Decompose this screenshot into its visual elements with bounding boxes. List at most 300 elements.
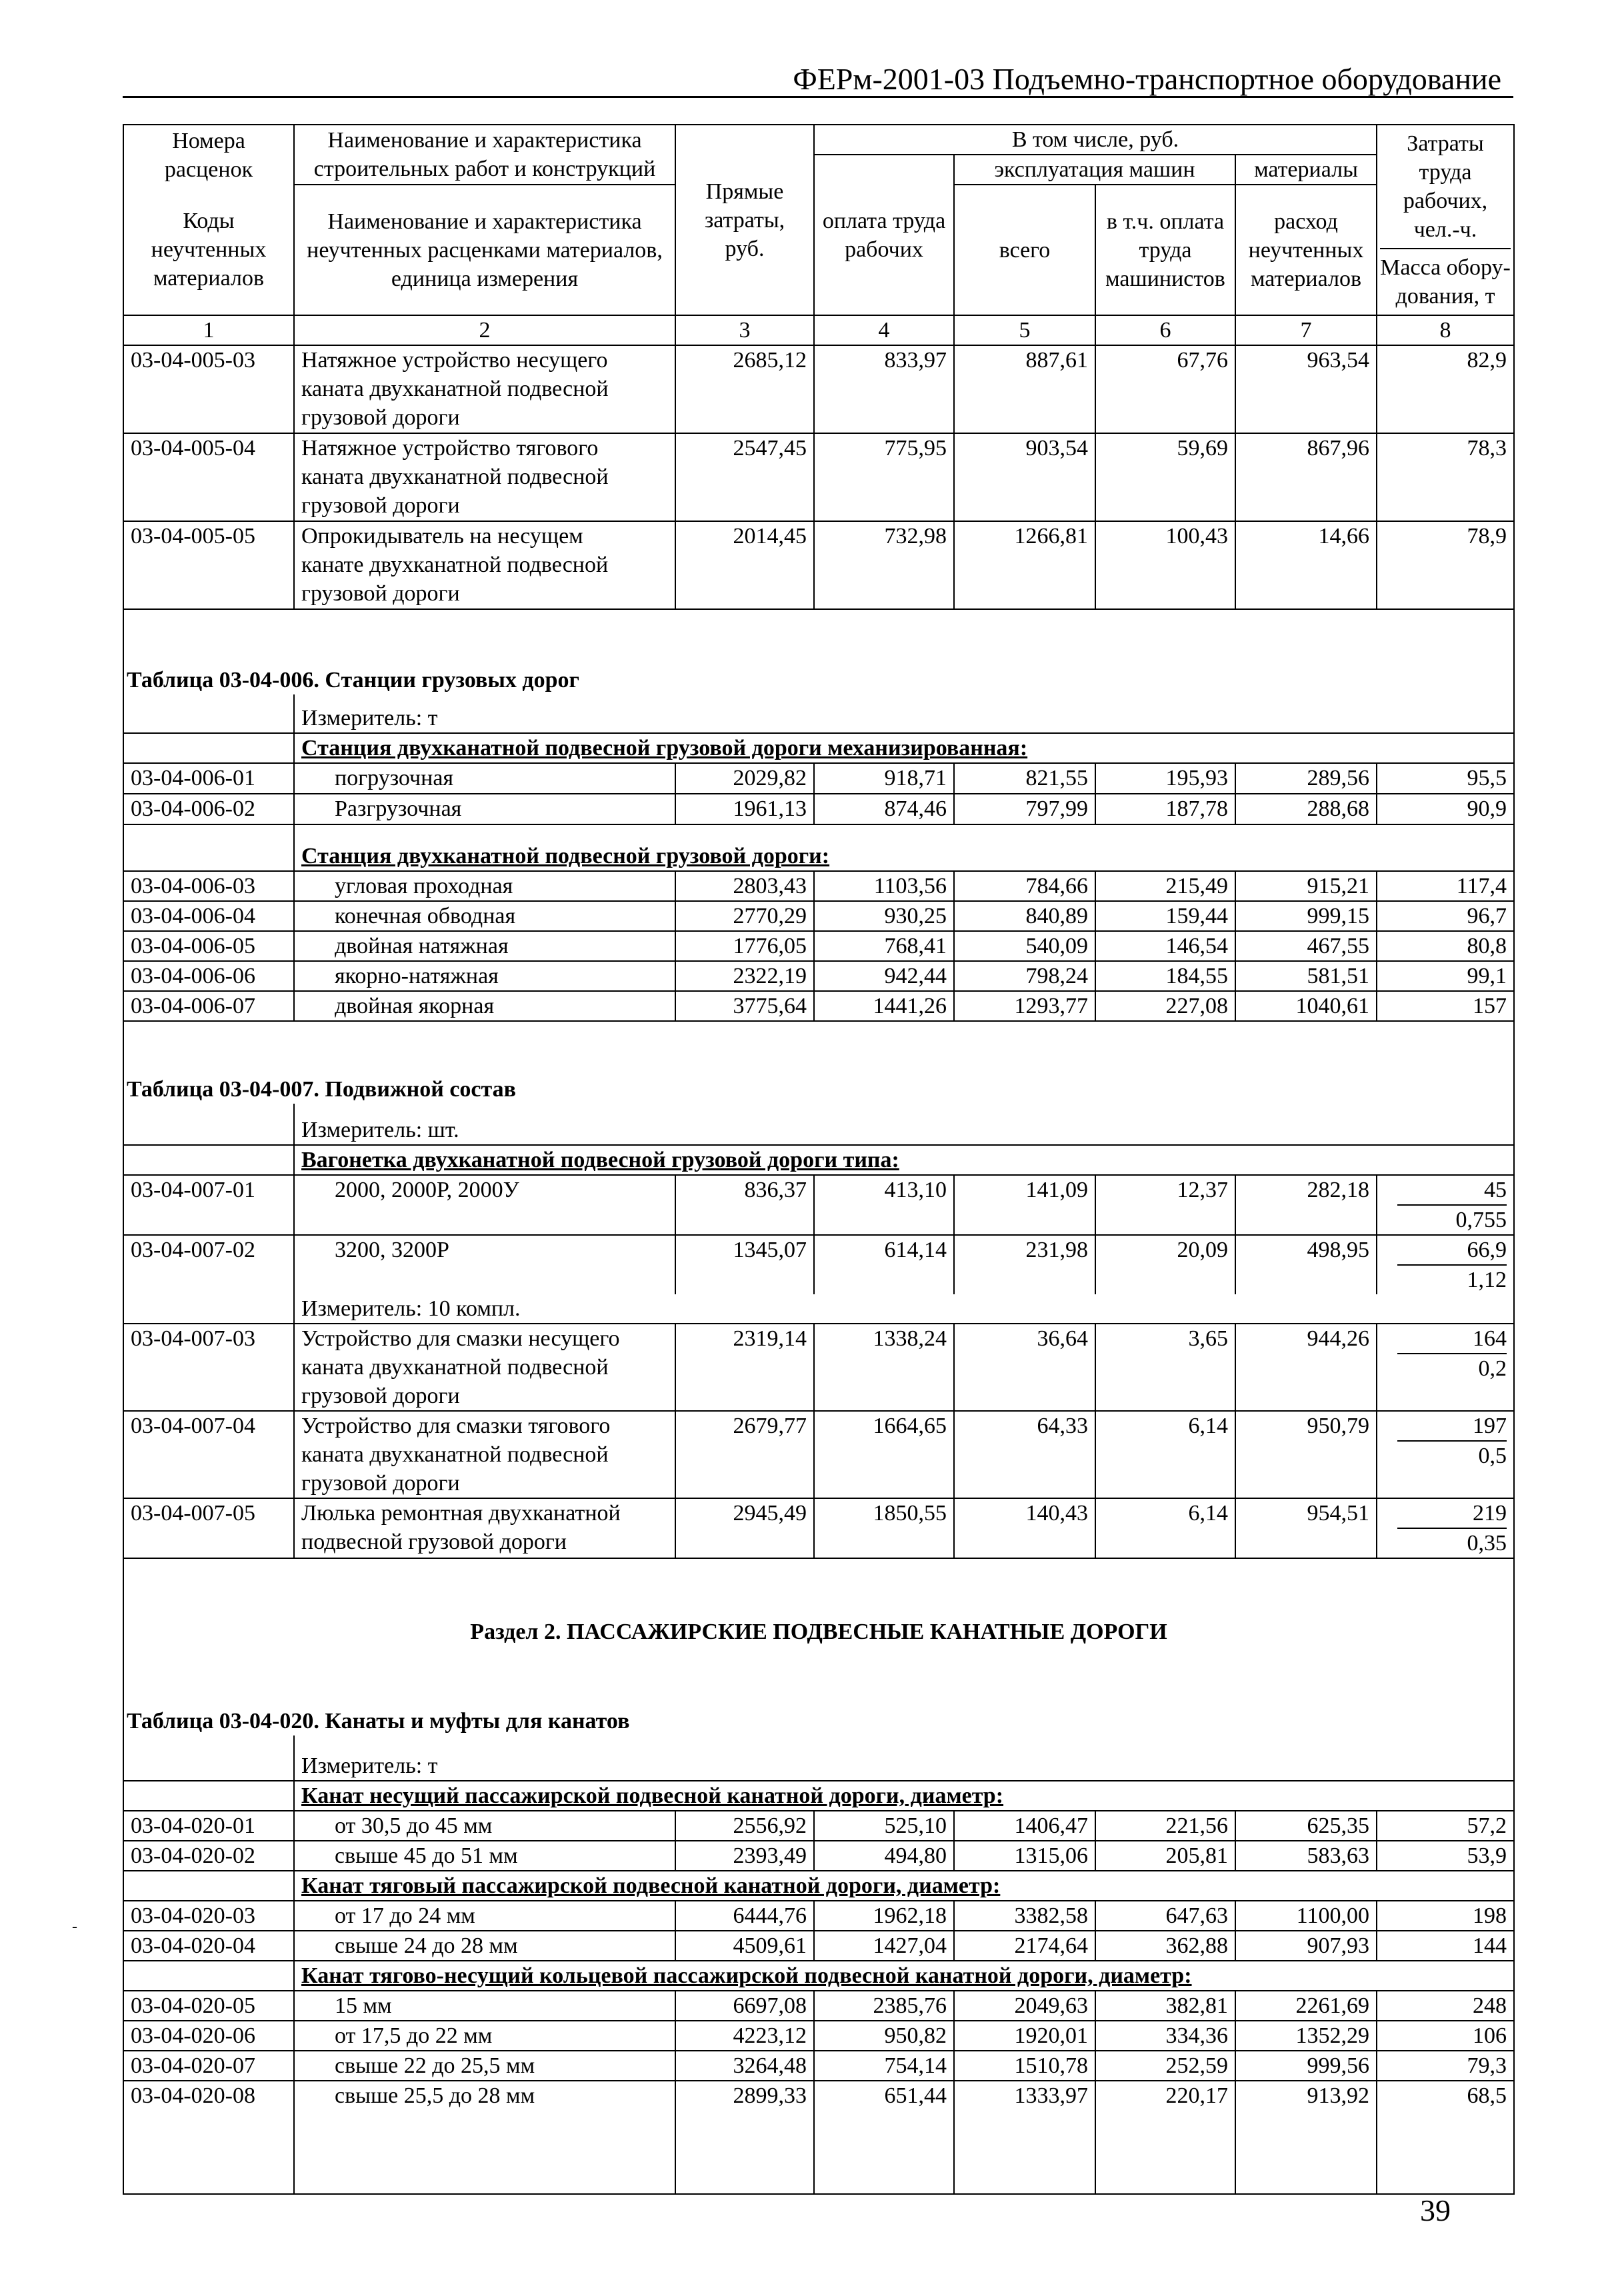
work-name-line: грузовой дороги [301, 493, 460, 518]
direct-cost: 2803,43 [675, 871, 814, 901]
work-name-line: Натяжное устройство тягового [301, 436, 599, 461]
labor-hours: 198 [1377, 1901, 1514, 1931]
table-row [123, 1901, 1514, 1931]
labor-hours: 78,9 [1377, 521, 1514, 609]
labor-pay: 1664,65 [814, 1411, 954, 1498]
labor-mass-fraction [1377, 1175, 1514, 1235]
materials-header: материалы [1235, 155, 1377, 185]
machines-total: 1333,97 [954, 2081, 1095, 2194]
machines-total: 1510,78 [954, 2051, 1095, 2081]
column-number: 1 [123, 315, 294, 345]
table-row [123, 931, 1514, 961]
materials-cost: 288,68 [1235, 794, 1377, 824]
rate-code: 03-04-007-05 [123, 1498, 294, 1558]
machinist-pay: 100,43 [1095, 521, 1235, 609]
labor-mass-fraction [1377, 1411, 1514, 1498]
direct-cost: 2770,29 [675, 901, 814, 931]
table-row [123, 763, 1514, 794]
machinist-pay: 12,37 [1095, 1175, 1235, 1235]
direct-cost: 2014,45 [675, 521, 814, 609]
work-name: 2000, 2000Р, 2000У [294, 1175, 675, 1235]
materials-cost: 282,18 [1235, 1175, 1377, 1235]
labor-pay: 754,14 [814, 2051, 954, 2081]
labor-hours: 99,1 [1377, 961, 1514, 991]
machines-total: 36,64 [954, 1324, 1095, 1411]
col3-header: Прямые затраты, руб. [675, 125, 814, 315]
direct-cost: 2899,33 [675, 2081, 814, 2194]
table-row [123, 345, 1514, 433]
measure-row [123, 1735, 1514, 1781]
work-name [294, 1411, 675, 1498]
spacer [123, 1961, 294, 1991]
labor-pay: 494,80 [814, 1841, 954, 1871]
work-name: от 17 до 24 мм [294, 1901, 675, 1931]
materials-cost: 913,92 [1235, 2081, 1377, 2194]
work-name-line: Опрокидыватель на несущем [301, 524, 583, 549]
labor-mass-fraction [1377, 1235, 1514, 1294]
table-row [123, 871, 1514, 901]
labor-hours: 95,5 [1377, 763, 1514, 794]
rate-code: 03-04-020-02 [123, 1841, 294, 1871]
materials-cost: 581,51 [1235, 961, 1377, 991]
table-row [123, 1411, 1514, 1498]
measure-unit: Измеритель: т [294, 1735, 1514, 1781]
subheader: Станция двухканатной подвесной грузовой дороги механизированная: [294, 733, 1514, 763]
direct-cost: 4509,61 [675, 1931, 814, 1961]
subheader-row [123, 1145, 1514, 1175]
work-name: угловая проходная [294, 871, 675, 901]
column-number: 8 [1377, 315, 1514, 345]
rate-code: 03-04-006-04 [123, 901, 294, 931]
materials-cost: 907,93 [1235, 1931, 1377, 1961]
work-name: от 17,5 до 22 мм [294, 2021, 675, 2051]
work-name-line: подвесной грузовой дороги [301, 1530, 567, 1554]
labor-pay: 1850,55 [814, 1498, 954, 1558]
spacer [123, 1871, 294, 1901]
subheader: Станция двухканатной подвесной грузовой дороги: [294, 824, 1514, 871]
work-name: конечная обводная [294, 901, 675, 931]
direct-cost: 2029,82 [675, 763, 814, 794]
subheader-row [123, 824, 1514, 871]
work-name: погрузочная [294, 763, 675, 794]
measure-unit: Измеритель: шт. [294, 1104, 1514, 1145]
machines-total: 1266,81 [954, 521, 1095, 609]
machines-total: 1406,47 [954, 1811, 1095, 1841]
table-row [123, 1931, 1514, 1961]
materials-cost: 14,66 [1235, 521, 1377, 609]
machines-total: 784,66 [954, 871, 1095, 901]
stray-mark: - [72, 1918, 77, 1935]
machinist-pay: 215,49 [1095, 871, 1235, 901]
col7-header: расход неучтенных материалов [1235, 185, 1377, 315]
work-name [294, 1498, 675, 1558]
table-title-row [123, 1646, 1514, 1735]
work-name: от 30,5 до 45 мм [294, 1811, 675, 1841]
materials-cost: 583,63 [1235, 1841, 1377, 1871]
machines-total: 1315,06 [954, 1841, 1095, 1871]
machines-total: 840,89 [954, 901, 1095, 931]
column-number: 7 [1235, 315, 1377, 345]
rate-code: 03-04-007-04 [123, 1411, 294, 1498]
rate-code: 03-04-020-04 [123, 1931, 294, 1961]
rate-code: 03-04-006-06 [123, 961, 294, 991]
work-name-line: грузовой дороги [301, 1471, 460, 1496]
spacer [123, 1735, 294, 1781]
machinist-pay: 334,36 [1095, 2021, 1235, 2051]
table-row [123, 433, 1514, 521]
rate-code: 03-04-020-07 [123, 2051, 294, 2081]
table-row [123, 2051, 1514, 2081]
machines-total: 1293,77 [954, 991, 1095, 1021]
spacer [123, 1104, 294, 1145]
col5-header: всего [954, 185, 1095, 315]
labor-hours: 82,9 [1377, 345, 1514, 433]
table-header-row [123, 125, 1514, 155]
rate-code: 03-04-006-02 [123, 794, 294, 824]
materials-cost: 498,95 [1235, 1235, 1377, 1294]
subheader-row [123, 1871, 1514, 1901]
rate-code: 03-04-006-01 [123, 763, 294, 794]
materials-cost: 625,35 [1235, 1811, 1377, 1841]
equipment-mass: 0,2 [1478, 1356, 1507, 1381]
machinist-pay: 159,44 [1095, 901, 1235, 931]
spacer [123, 824, 294, 871]
measure-row [123, 1104, 1514, 1145]
subheader: Канат тягово-несущий кольцевой пассажирской подвесной канатной дороги, диаметр: [294, 1961, 1514, 1991]
machinist-pay: 67,76 [1095, 345, 1235, 433]
labor-hours: 79,3 [1377, 2051, 1514, 2081]
subheader-row [123, 1961, 1514, 1991]
labor-pay: 874,46 [814, 794, 954, 824]
table-title-row [123, 609, 1514, 694]
labor-hours: 157 [1377, 991, 1514, 1021]
machines-header: эксплуатация машин [954, 155, 1235, 185]
labor-mass-fraction [1377, 1498, 1514, 1558]
labor-hours: 96,7 [1377, 901, 1514, 931]
materials-cost: 2261,69 [1235, 1991, 1377, 2021]
labor-pay: 614,14 [814, 1235, 954, 1294]
materials-cost: 999,56 [1235, 2051, 1377, 2081]
machines-total: 141,09 [954, 1175, 1095, 1235]
labor-hours: 80,8 [1377, 931, 1514, 961]
work-name: двойная якорная [294, 991, 675, 1021]
work-name [294, 1324, 675, 1411]
labor-pay: 2385,76 [814, 1991, 954, 2021]
labor-pay: 651,44 [814, 2081, 954, 2194]
materials-cost: 963,54 [1235, 345, 1377, 433]
machines-total: 140,43 [954, 1498, 1095, 1558]
labor-hours: 144 [1377, 1931, 1514, 1961]
machines-total: 821,55 [954, 763, 1095, 794]
direct-cost: 2547,45 [675, 433, 814, 521]
machines-total: 64,33 [954, 1411, 1095, 1498]
machinist-pay: 146,54 [1095, 931, 1235, 961]
table-row [123, 901, 1514, 931]
work-name [294, 433, 675, 521]
rate-code: 03-04-005-03 [123, 345, 294, 433]
labor-hours: 117,4 [1377, 871, 1514, 901]
spacer [123, 1294, 294, 1324]
direct-cost: 2679,77 [675, 1411, 814, 1498]
machinist-pay: 362,88 [1095, 1931, 1235, 1961]
header-rule [123, 96, 1513, 98]
col8-header-bottom: Масса обору-дования, т [1380, 255, 1511, 309]
labor-hours: 57,2 [1377, 1811, 1514, 1841]
work-name: 15 мм [294, 1991, 675, 2021]
table-title: Таблица 03-04-007. Подвижной состав [123, 1021, 1514, 1104]
section-title-row [123, 1558, 1514, 1646]
work-name-line: канате двухканатной подвесной [301, 553, 609, 577]
machines-total: 798,24 [954, 961, 1095, 991]
col8-header [1377, 125, 1514, 315]
direct-cost: 3264,48 [675, 2051, 814, 2081]
machines-total: 231,98 [954, 1235, 1095, 1294]
work-name: Разгрузочная [294, 794, 675, 824]
labor-hours: 66,9 [1397, 1236, 1507, 1266]
column-number: 3 [675, 315, 814, 345]
spacer [123, 1145, 294, 1175]
spacer [123, 733, 294, 763]
labor-pay: 833,97 [814, 345, 954, 433]
rate-code: 03-04-020-06 [123, 2021, 294, 2051]
labor-hours: 106 [1377, 2021, 1514, 2051]
equipment-mass: 0,5 [1478, 1444, 1507, 1468]
equipment-mass: 1,12 [1467, 1268, 1507, 1292]
direct-cost: 836,37 [675, 1175, 814, 1235]
machines-total: 540,09 [954, 931, 1095, 961]
machines-total: 887,61 [954, 345, 1095, 433]
work-name-line: Устройство для смазки тягового [301, 1414, 611, 1438]
direct-cost: 2556,92 [675, 1811, 814, 1841]
direct-cost: 2319,14 [675, 1324, 814, 1411]
column-number: 5 [954, 315, 1095, 345]
measure-unit: Измеритель: т [294, 694, 1514, 733]
subheader: Канат несущий пассажирской подвесной канатной дороги, диаметр: [294, 1781, 1514, 1811]
work-name [294, 521, 675, 609]
table-row [123, 1841, 1514, 1871]
table-row [123, 1235, 1514, 1294]
work-name: свыше 24 до 28 мм [294, 1931, 675, 1961]
work-name-line: каната двухканатной подвесной [301, 377, 609, 401]
labor-hours: 248 [1377, 1991, 1514, 2021]
materials-cost: 467,55 [1235, 931, 1377, 961]
labor-hours: 219 [1397, 1499, 1507, 1529]
labor-pay: 942,44 [814, 961, 954, 991]
materials-cost: 289,56 [1235, 763, 1377, 794]
labor-pay: 768,41 [814, 931, 954, 961]
machinist-pay: 59,69 [1095, 433, 1235, 521]
materials-cost: 915,21 [1235, 871, 1377, 901]
work-name-line: Натяжное устройство несущего [301, 348, 608, 373]
labor-hours: 68,5 [1377, 2081, 1514, 2194]
col4-header: оплата труда рабочих [814, 155, 954, 315]
column-number: 4 [814, 315, 954, 345]
measure-unit [294, 1294, 1514, 1324]
work-name-line: Люлька ремонтная двухканатной [301, 1501, 621, 1526]
col2-header-bottom: Наименование и характеристика неучтенных расценками материалов, единица измерения [294, 185, 675, 315]
table-row [123, 794, 1514, 824]
work-name-line: каната двухканатной подвесной [301, 1355, 609, 1380]
table-title: Таблица 03-04-020. Канаты и муфты для канатов [123, 1646, 1514, 1735]
machines-total: 3382,58 [954, 1901, 1095, 1931]
labor-hours: 78,3 [1377, 433, 1514, 521]
work-name: свыше 45 до 51 мм [294, 1841, 675, 1871]
measure-row [123, 694, 1514, 733]
col8-header-top: Затраты труда рабочих, чел.-ч. [1380, 129, 1511, 249]
direct-cost: 2945,49 [675, 1498, 814, 1558]
materials-cost: 954,51 [1235, 1498, 1377, 1558]
labor-pay: 732,98 [814, 521, 954, 609]
machinist-pay: 184,55 [1095, 961, 1235, 991]
machinist-pay: 252,59 [1095, 2051, 1235, 2081]
rate-code: 03-04-020-01 [123, 1811, 294, 1841]
col1-header-top: Номера расценок [123, 125, 294, 185]
direct-cost: 2393,49 [675, 1841, 814, 1871]
table-row [123, 2081, 1514, 2194]
work-name: свыше 22 до 25,5 мм [294, 2051, 675, 2081]
labor-pay: 930,25 [814, 901, 954, 931]
rate-code: 03-04-007-03 [123, 1324, 294, 1411]
work-name: свыше 25,5 до 28 мм [294, 2081, 675, 2194]
machines-total: 797,99 [954, 794, 1095, 824]
col1-header-bottom: Коды неучтенных материалов [123, 185, 294, 315]
rate-code: 03-04-005-04 [123, 433, 294, 521]
labor-pay: 1338,24 [814, 1324, 954, 1411]
machinist-pay: 647,63 [1095, 1901, 1235, 1931]
page-number: 39 [1420, 2193, 1451, 2227]
direct-cost: 6444,76 [675, 1901, 814, 1931]
subheader-row [123, 1781, 1514, 1811]
materials-cost: 1040,61 [1235, 991, 1377, 1021]
running-header: ФЕРм-2001-03 Подъемно-транспортное оборудование [793, 62, 1501, 96]
spacer [123, 694, 294, 733]
spacer [123, 1781, 294, 1811]
materials-cost: 1100,00 [1235, 1901, 1377, 1931]
machinist-pay: 227,08 [1095, 991, 1235, 1021]
work-name: 3200, 3200Р [294, 1235, 675, 1294]
table-row [123, 961, 1514, 991]
rate-code: 03-04-005-05 [123, 521, 294, 609]
materials-cost: 944,26 [1235, 1324, 1377, 1411]
labor-hours: 90,9 [1377, 794, 1514, 824]
labor-mass-fraction [1377, 1324, 1514, 1411]
machines-total: 2174,64 [954, 1931, 1095, 1961]
rate-code: 03-04-007-02 [123, 1235, 294, 1294]
table-row [123, 1175, 1514, 1235]
subheader-row [123, 733, 1514, 763]
direct-cost: 3775,64 [675, 991, 814, 1021]
table-row [123, 2021, 1514, 2051]
work-name-line: каната двухканатной подвесной [301, 465, 609, 489]
labor-pay: 1962,18 [814, 1901, 954, 1931]
rate-code: 03-04-006-05 [123, 931, 294, 961]
direct-cost: 1345,07 [675, 1235, 814, 1294]
labor-pay: 1103,56 [814, 871, 954, 901]
labor-pay: 775,95 [814, 433, 954, 521]
work-name-line: грузовой дороги [301, 405, 460, 430]
machinist-pay: 6,14 [1095, 1498, 1235, 1558]
col2-header-top: Наименование и характеристика строительных работ и конструкций [294, 125, 675, 185]
machinist-pay: 205,81 [1095, 1841, 1235, 1871]
rate-code: 03-04-020-05 [123, 1991, 294, 2021]
price-table [123, 124, 1515, 2195]
machines-total: 1920,01 [954, 2021, 1095, 2051]
work-name: двойная натяжная [294, 931, 675, 961]
equipment-mass: 0,35 [1467, 1531, 1507, 1556]
machines-total: 2049,63 [954, 1991, 1095, 2021]
work-name [294, 345, 675, 433]
direct-cost: 6697,08 [675, 1991, 814, 2021]
rate-code: 03-04-020-03 [123, 1901, 294, 1931]
materials-cost: 950,79 [1235, 1411, 1377, 1498]
direct-cost: 1961,13 [675, 794, 814, 824]
equipment-mass: 0,755 [1455, 1208, 1507, 1232]
direct-cost: 2685,12 [675, 345, 814, 433]
labor-pay: 1427,04 [814, 1931, 954, 1961]
column-number: 2 [294, 315, 675, 345]
table-row [123, 521, 1514, 609]
table-row [123, 1991, 1514, 2021]
col6-header: в т.ч. оплата труда машинистов [1095, 185, 1235, 315]
labor-hours: 53,9 [1377, 1841, 1514, 1871]
table-title-row [123, 1021, 1514, 1104]
table-row [123, 991, 1514, 1021]
rate-code: 03-04-006-03 [123, 871, 294, 901]
machinist-pay: 220,17 [1095, 2081, 1235, 2194]
machinist-pay: 20,09 [1095, 1235, 1235, 1294]
including-header: В том числе, руб. [814, 125, 1377, 155]
subheader: Вагонетка двухканатной подвесной грузовой дороги типа: [294, 1145, 1514, 1175]
table-title: Таблица 03-04-006. Станции грузовых дорог [123, 609, 1514, 694]
labor-pay: 1441,26 [814, 991, 954, 1021]
work-name-line: каната двухканатной подвесной [301, 1442, 609, 1467]
direct-cost: 2322,19 [675, 961, 814, 991]
machinist-pay: 187,78 [1095, 794, 1235, 824]
measure-row [123, 1294, 1514, 1324]
measure-unit-text: Измеритель: 10 компл. [301, 1296, 521, 1321]
machinist-pay: 6,14 [1095, 1411, 1235, 1498]
work-name-line: грузовой дороги [301, 1384, 460, 1408]
work-name: якорно-натяжная [294, 961, 675, 991]
column-number-row [123, 315, 1514, 345]
table-row [123, 1498, 1514, 1558]
table-row [123, 1811, 1514, 1841]
labor-pay: 918,71 [814, 763, 954, 794]
labor-hours: 45 [1397, 1176, 1507, 1206]
direct-cost: 4223,12 [675, 2021, 814, 2051]
machinist-pay: 221,56 [1095, 1811, 1235, 1841]
rate-code: 03-04-020-08 [123, 2081, 294, 2194]
work-name-line: грузовой дороги [301, 581, 460, 606]
column-number: 6 [1095, 315, 1235, 345]
rate-code: 03-04-007-01 [123, 1175, 294, 1235]
labor-pay: 525,10 [814, 1811, 954, 1841]
machinist-pay: 3,65 [1095, 1324, 1235, 1411]
machinist-pay: 382,81 [1095, 1991, 1235, 2021]
direct-cost: 1776,05 [675, 931, 814, 961]
table-row [123, 1324, 1514, 1411]
work-name-line: Устройство для смазки несущего [301, 1326, 620, 1351]
rate-code: 03-04-006-07 [123, 991, 294, 1021]
labor-hours: 197 [1397, 1412, 1507, 1442]
materials-cost: 1352,29 [1235, 2021, 1377, 2051]
section-title: Раздел 2. ПАССАЖИРСКИЕ ПОДВЕСНЫЕ КАНАТНЫЕ ДОРОГИ [123, 1558, 1514, 1646]
machines-total: 903,54 [954, 433, 1095, 521]
labor-pay: 413,10 [814, 1175, 954, 1235]
machinist-pay: 195,93 [1095, 763, 1235, 794]
materials-cost: 867,96 [1235, 433, 1377, 521]
labor-hours: 164 [1397, 1324, 1507, 1354]
